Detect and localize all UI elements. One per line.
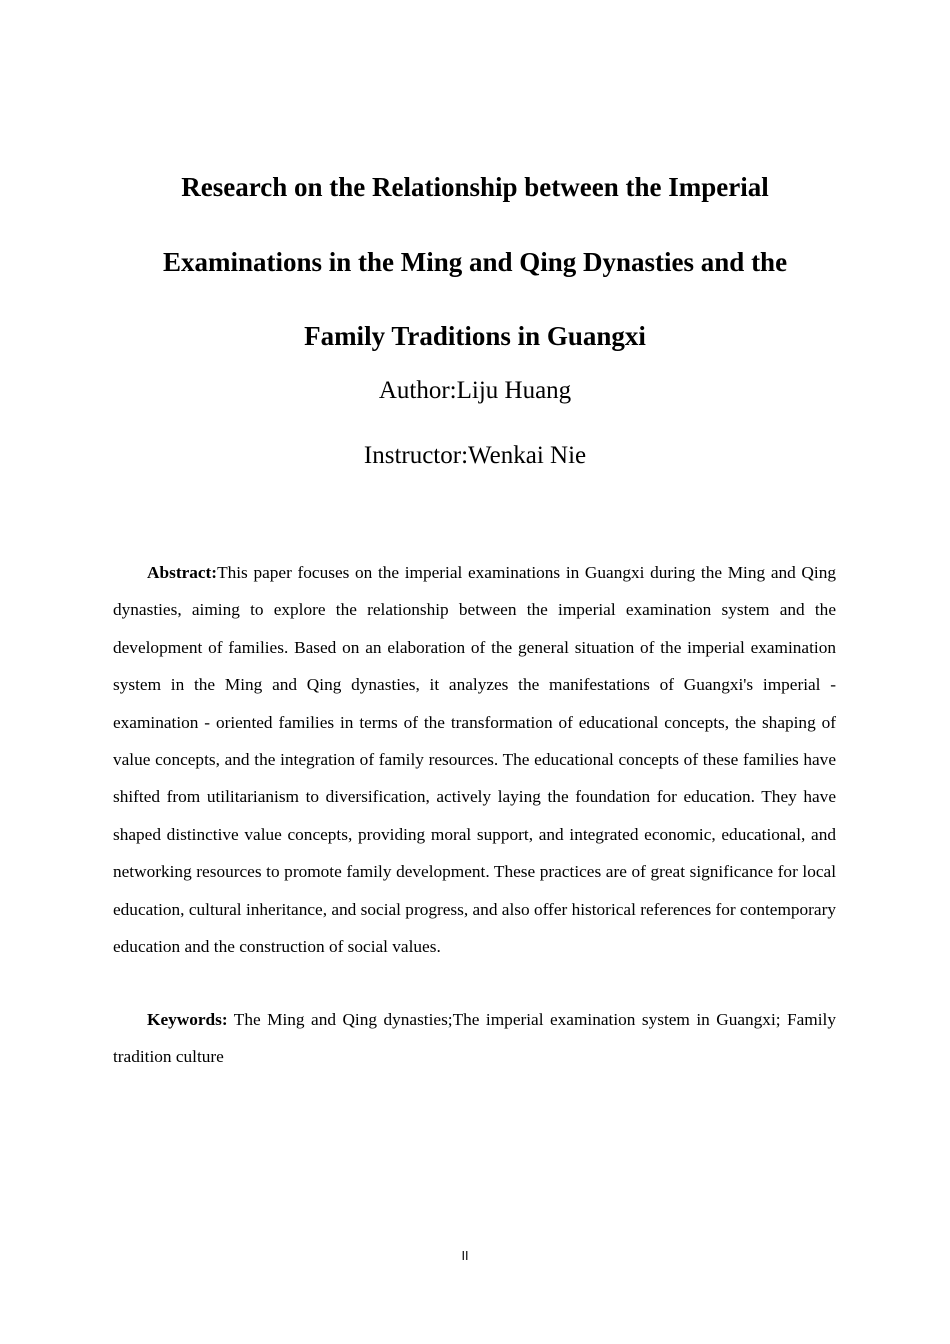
keywords-text: The Ming and Qing dynasties;The imperial examination system in Guangxi; Family tradition culture	[113, 1010, 836, 1066]
page-number: II	[461, 1249, 469, 1263]
abstract-paragraph	[113, 554, 836, 965]
paper-title	[100, 150, 850, 374]
keywords-paragraph	[113, 1001, 836, 1075]
author-line: Author:Liju Huang	[378, 377, 572, 404]
instructor-line: Instructor:Wenkai Nie	[363, 442, 587, 469]
title-line-1: Research on the Relationship between the Imperial	[181, 172, 769, 202]
abstract-text: This paper focuses on the imperial examinations in Guangxi during the Ming and Qing dynasties, aiming to explore the relationship between the imperial examination system and the development of families. Based on an elaboration of the general situation of the imperial examination system in the Ming and Qing dynasties, it analyzes the manifestations of Guangxi's imperial - examination - oriented families in terms of the transformation of educational concepts, the shaping of value concepts, and the integration of family resources. The educational concepts of these families have shifted from utilitarianism to diversification, actively laying the foundation for education. They have shaped distinctive value concepts, providing moral support, and integrated economic, educational, and networking resources to promote family development. These practices are of great significance for local education, cultural inheritance, and social progress, and also offer historical references for contemporary education and the construction of social values.	[113, 563, 836, 957]
title-line-2: Examinations in the Ming and Qing Dynasties and the	[162, 246, 788, 277]
title-line-3: Family Traditions in Guangxi	[304, 321, 646, 351]
abstract-label: Abstract:	[147, 563, 218, 582]
keywords-label: Keywords:	[147, 1010, 228, 1029]
